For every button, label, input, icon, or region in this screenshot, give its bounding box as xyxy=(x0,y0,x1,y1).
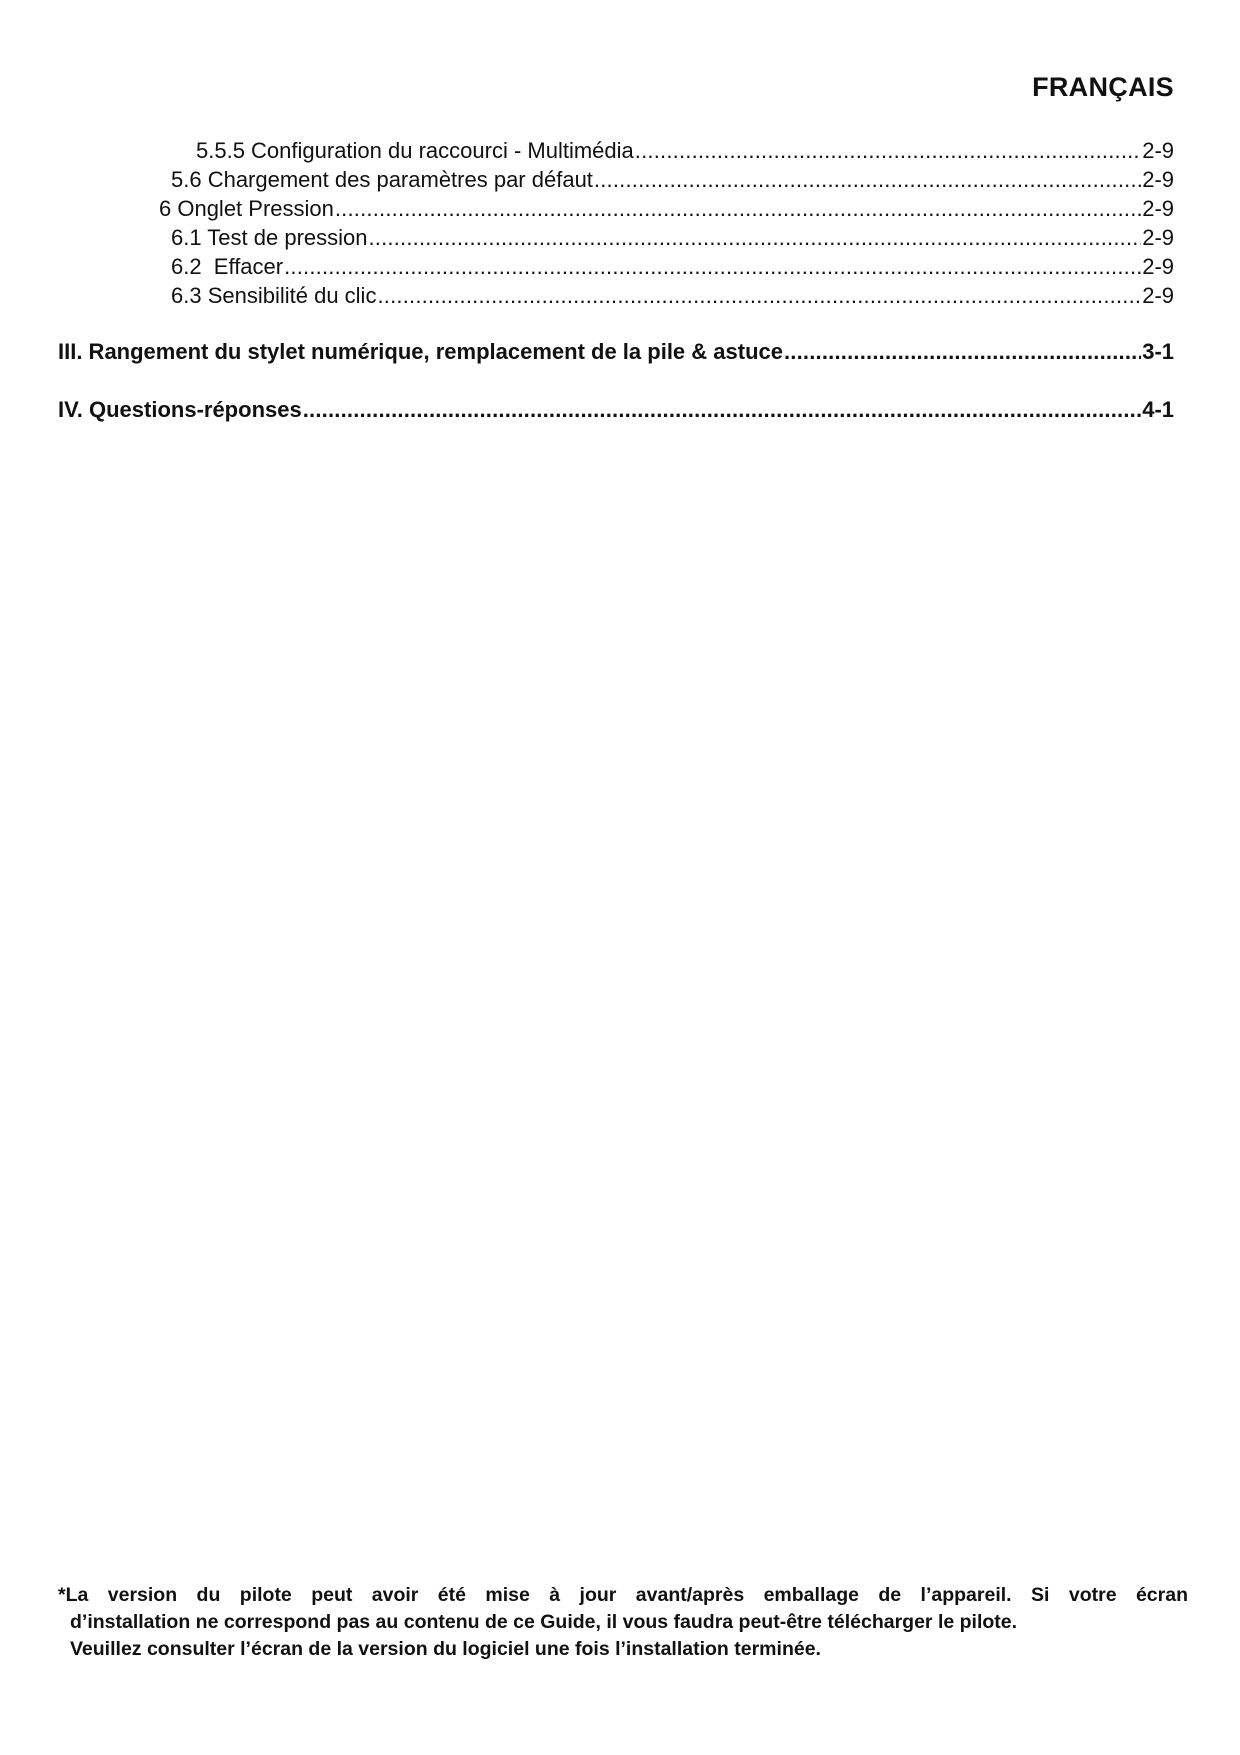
footnote-line: Veuillez consulter l’écran de la version du logiciel une fois l’installation terminée. xyxy=(70,1638,821,1660)
toc-entry-title: 6 Onglet Pression xyxy=(159,196,334,221)
driver-version-footnote xyxy=(58,1582,1188,1663)
toc-entry-title: 6.1 Test de pression xyxy=(171,225,368,250)
toc-entry xyxy=(171,166,1174,194)
toc-entry-title: 6.2 Effacer xyxy=(171,254,284,279)
toc-chapter-entry xyxy=(58,396,1174,424)
toc-entry-title: 6.3 Sensibilité du clic xyxy=(171,283,377,308)
toc-entry xyxy=(196,137,1174,165)
toc-entry-title: IV. Questions-réponses xyxy=(58,397,302,422)
toc-entry-page: 3-1 xyxy=(1142,339,1174,364)
language-header: FRANÇAIS xyxy=(1032,72,1174,102)
toc-entry-page: 2-9 xyxy=(1142,196,1174,221)
toc-entry-page: 2-9 xyxy=(1142,138,1174,163)
toc-dot-leader xyxy=(784,338,1141,366)
toc-entry xyxy=(171,253,1174,281)
toc-entry-title: III. Rangement du stylet numérique, remplacement de la pile & astuce xyxy=(58,339,783,364)
toc-entry-title: 5.5.5 Configuration du raccourci - Multimédia xyxy=(196,138,634,163)
toc-dot-leader xyxy=(303,396,1141,424)
toc-entry-title: 5.6 Chargement des paramètres par défaut xyxy=(171,167,593,192)
toc-entry-page: 2-9 xyxy=(1142,254,1174,279)
toc-dot-leader xyxy=(635,137,1141,165)
toc-chapter-entry xyxy=(58,338,1174,366)
toc-entry xyxy=(171,282,1174,310)
toc-entry xyxy=(171,224,1174,252)
toc-dot-leader xyxy=(335,195,1141,223)
toc-dot-leader xyxy=(594,166,1141,194)
toc-dot-leader xyxy=(369,224,1142,252)
toc-entry xyxy=(159,195,1174,223)
footnote-line: *La version du pilote peut avoir été mise à jour avant/après emballage de l’appareil. Si votre écran xyxy=(58,1584,1188,1606)
toc-dot-leader xyxy=(284,253,1141,281)
toc-entry-page: 2-9 xyxy=(1142,167,1174,192)
toc-entry-page: 4-1 xyxy=(1142,397,1174,422)
toc-entry-page: 2-9 xyxy=(1142,225,1174,250)
footnote-line: d’installation ne correspond pas au contenu de ce Guide, il vous faudra peut-être télécharger le pilote. xyxy=(70,1611,1018,1633)
toc-entry-page: 2-9 xyxy=(1142,283,1174,308)
toc-dot-leader xyxy=(377,282,1141,310)
